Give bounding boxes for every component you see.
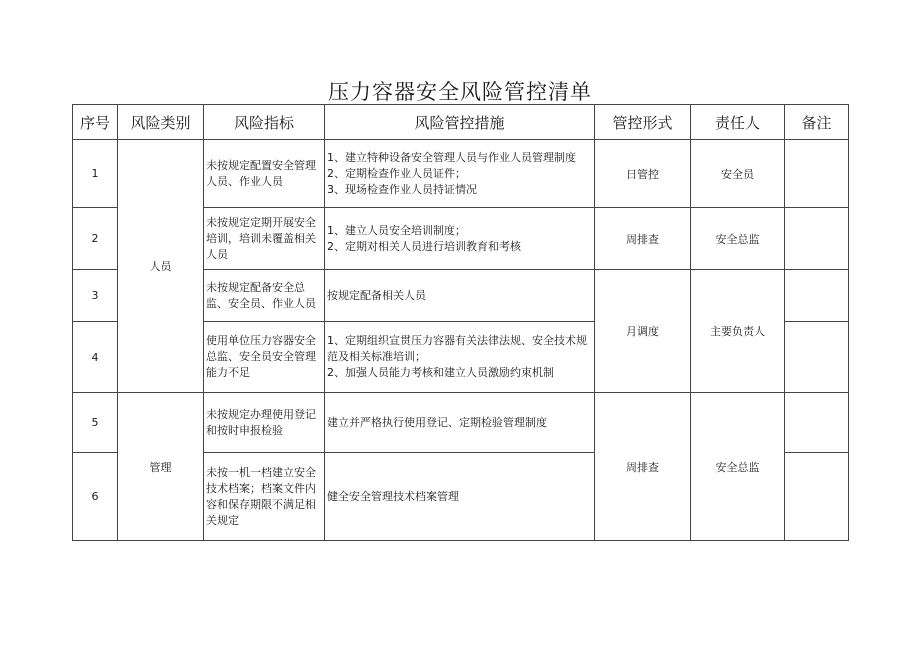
measure-line: 2、定期对相关人员进行培训教育和考核 <box>327 239 521 253</box>
measure-line: 1、定期组织宣贯压力容器有关法律法规、安全技术规范及相关标准培训； <box>327 334 587 363</box>
header-no: 序号 <box>73 105 118 140</box>
category-cell: 管理 <box>118 393 204 541</box>
owner-cell: 安全总监 <box>691 208 785 270</box>
header-measures: 风险管控措施 <box>325 105 595 140</box>
indicator-text: 未按规定定期开展安全培训，培训未覆盖相关人员 <box>206 215 316 261</box>
measures-cell <box>325 453 595 541</box>
indicator-text: 未按规定配置安全管理人员、作业人员 <box>206 158 316 188</box>
owner-cell: 安全员 <box>691 140 785 208</box>
indicator-cell <box>204 453 325 541</box>
measure-line: 1、建立人员安全培训制度； <box>327 223 466 237</box>
control-form-cell: 日管控 <box>595 140 691 208</box>
header-remark: 备注 <box>785 105 849 140</box>
table-row <box>73 393 849 453</box>
row-number: 2 <box>73 208 118 270</box>
table-header-row <box>73 105 849 140</box>
measures-cell <box>325 208 595 270</box>
indicator-cell <box>204 322 325 393</box>
measures-cell <box>325 140 595 208</box>
remark-cell <box>785 140 849 208</box>
document-title: 压力容器安全风险管控清单 <box>328 80 592 104</box>
measure-line: 2、定期检查作业人员证件； <box>327 166 466 180</box>
row-number: 1 <box>73 140 118 208</box>
remark-cell <box>785 208 849 270</box>
category-cell: 人员 <box>118 140 204 393</box>
measure-line: 2、加强人员能力考核和建立人员激励约束机制 <box>327 366 554 379</box>
row-number: 3 <box>73 270 118 322</box>
indicator-cell <box>204 393 325 453</box>
header-owner: 责任人 <box>691 105 785 140</box>
header-category: 风险类别 <box>118 105 204 140</box>
measures-cell <box>325 270 595 322</box>
table-row <box>73 140 849 208</box>
indicator-text: 使用单位压力容器安全总监、安全员安全管理能力不足 <box>206 334 316 379</box>
owner-cell: 主要负责人 <box>691 270 785 393</box>
header-form: 管控形式 <box>595 105 691 140</box>
row-number: 6 <box>73 453 118 541</box>
control-form-cell: 月调度 <box>595 270 691 393</box>
risk-control-table <box>72 104 849 541</box>
measures-cell <box>325 393 595 453</box>
measure-line: 按规定配备相关人员 <box>327 288 426 302</box>
measure-line: 健全安全管理技术档案管理 <box>327 489 459 503</box>
indicator-text: 未按一机一档建立安全技术档案；档案文件内容和保存期限不满足相关规定 <box>206 465 316 527</box>
remark-cell <box>785 270 849 322</box>
row-number: 4 <box>73 322 118 393</box>
measures-cell <box>325 322 595 393</box>
remark-cell <box>785 393 849 453</box>
control-form-cell: 周排查 <box>595 208 691 270</box>
remark-cell <box>785 453 849 541</box>
control-form-cell: 周排查 <box>595 393 691 541</box>
measure-line: 1、建立特种设备安全管理人员与作业人员管理制度 <box>327 150 576 164</box>
indicator-text: 未按规定办理使用登记和按时申报检验 <box>206 407 316 437</box>
owner-cell: 安全总监 <box>691 393 785 541</box>
indicator-cell <box>204 140 325 208</box>
row-number: 5 <box>73 393 118 453</box>
indicator-text: 未按规定配备安全总监、安全员、作业人员 <box>206 280 316 310</box>
remark-cell <box>785 322 849 393</box>
indicator-cell <box>204 208 325 270</box>
measure-line: 建立并严格执行使用登记、定期检验管理制度 <box>327 415 547 429</box>
header-indicator: 风险指标 <box>204 105 325 140</box>
measure-line: 3、现场检查作业人员持证情况 <box>327 182 477 196</box>
indicator-cell <box>204 270 325 322</box>
